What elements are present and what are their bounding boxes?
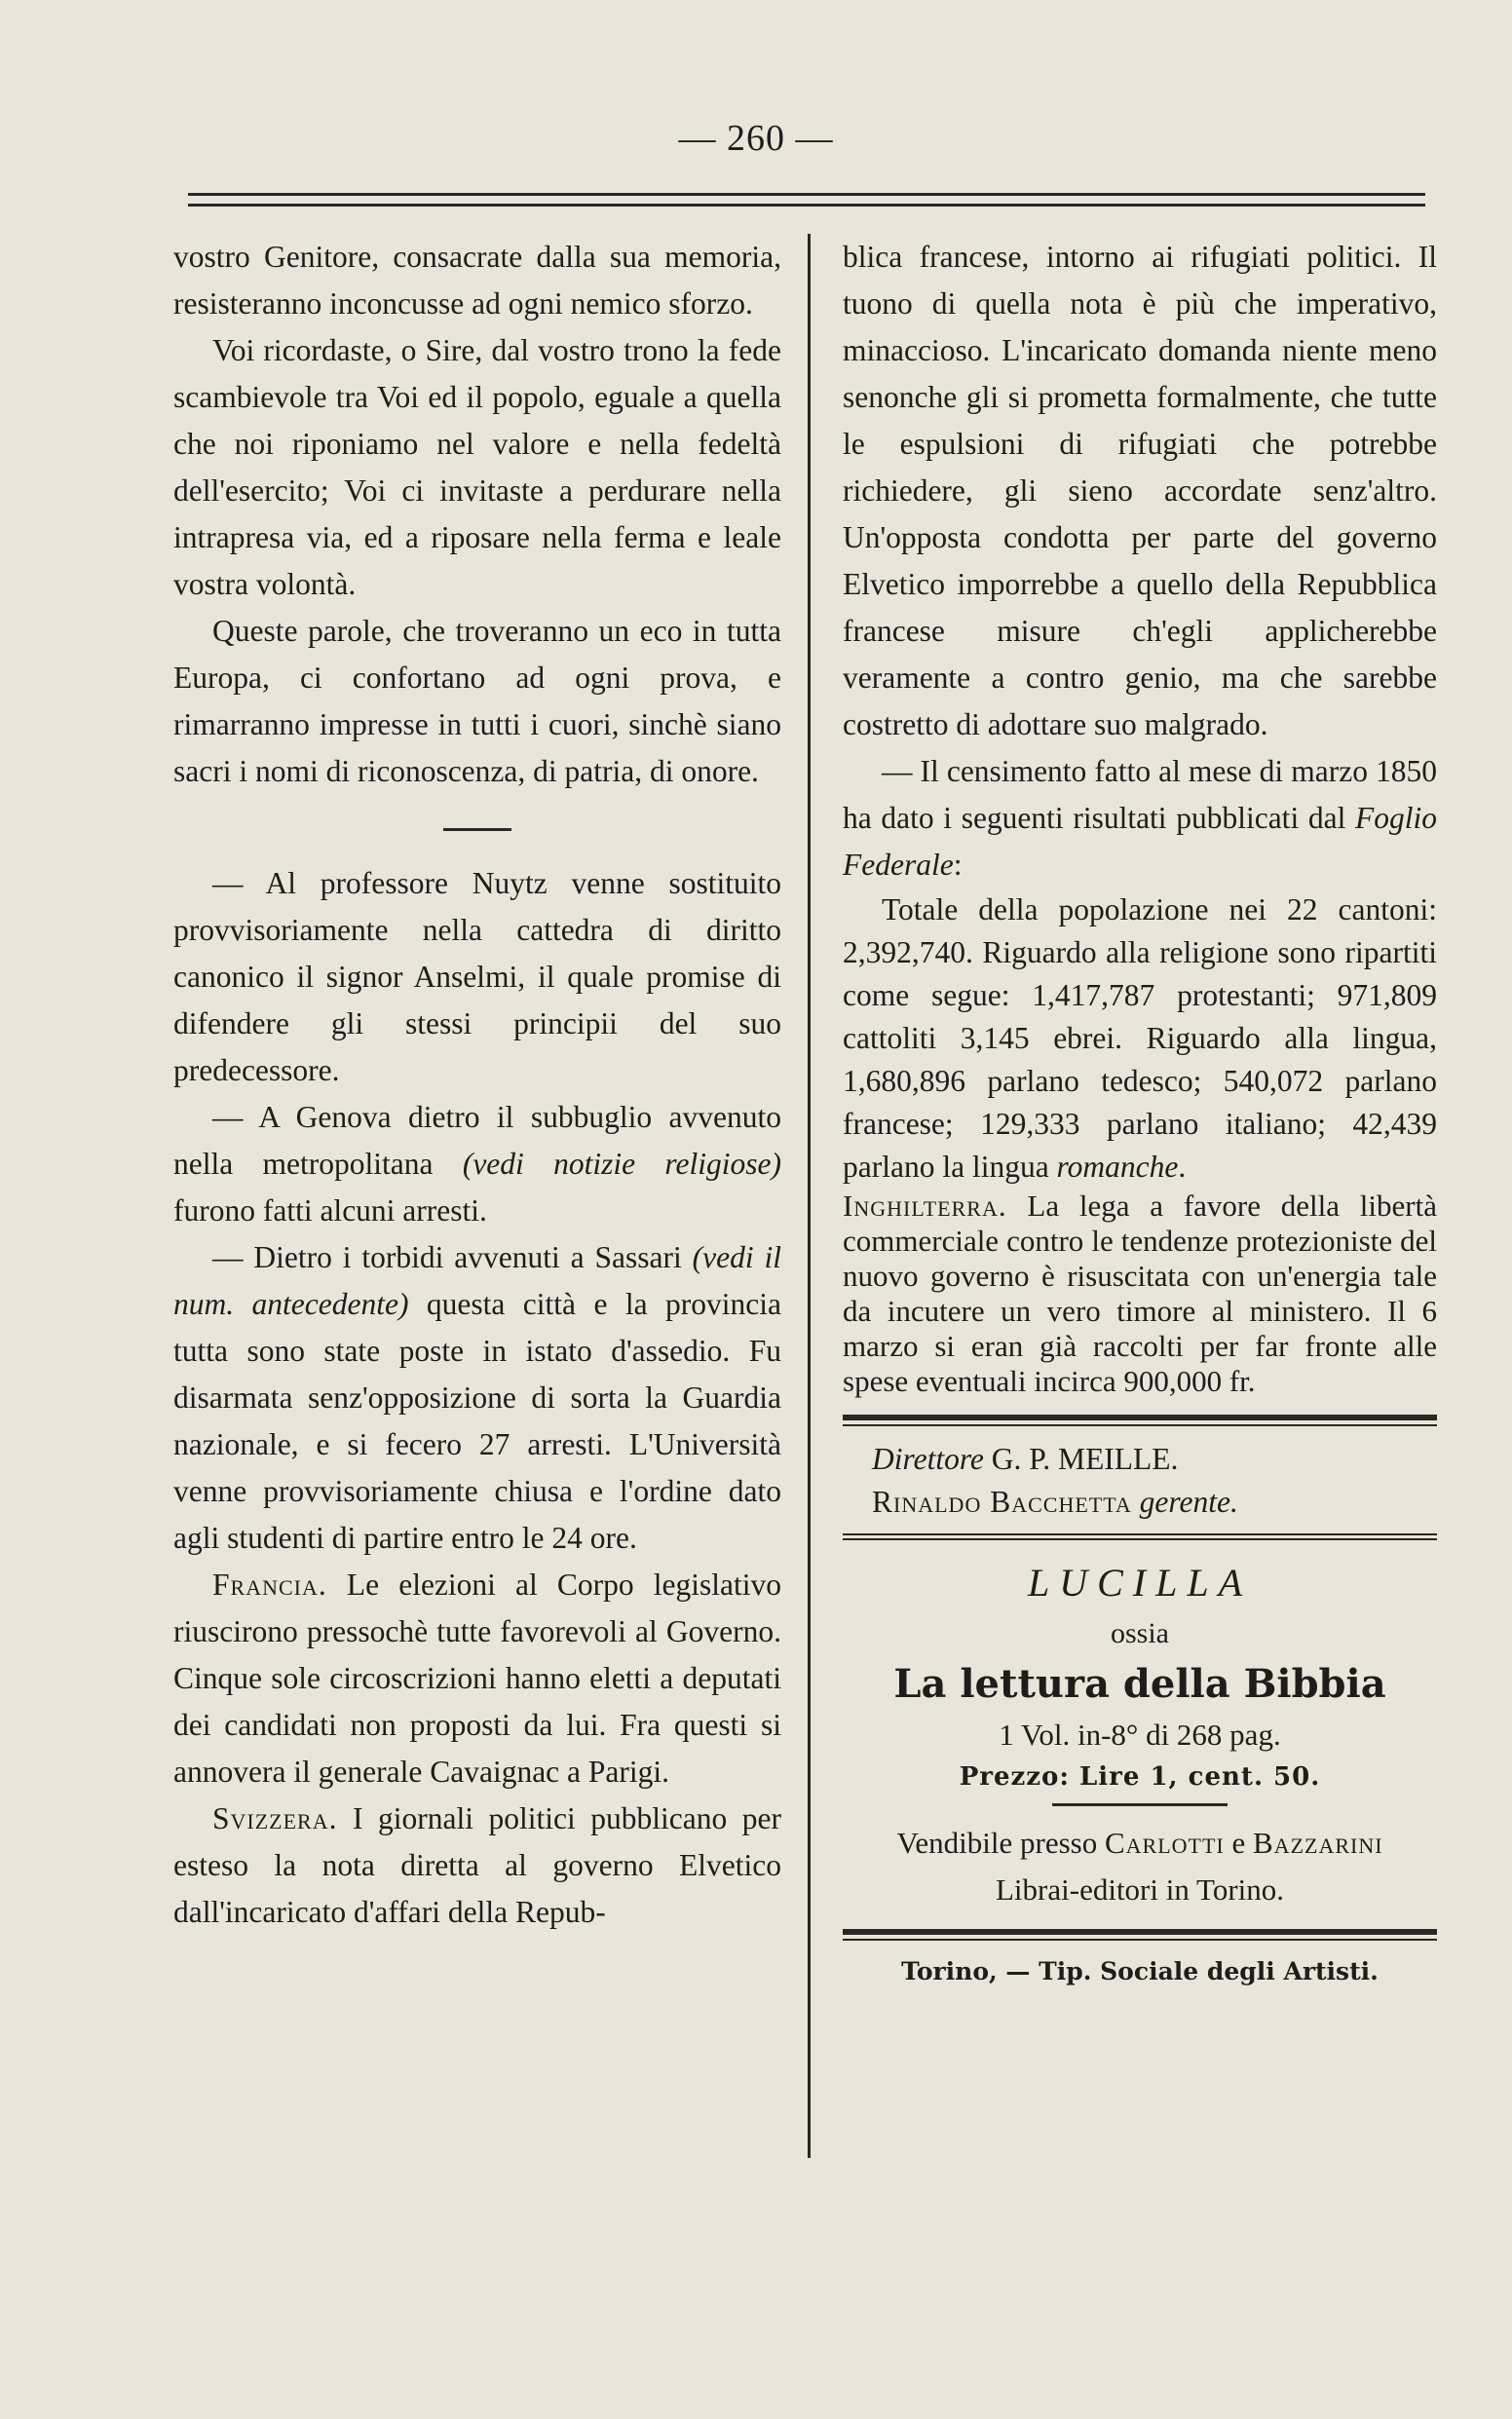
ad-subtitle: ossia [1111, 1617, 1169, 1649]
paragraph-sire: Voi ricordaste, o Sire, dal vostro trono la fede scambievole tra Voi ed il popolo, eguale a quella che noi riponiamo nel valore e nella fedeltà dell'esercito; Voi ci invitaste a perdurare nella intrapresa via, ed a riposare nella ferma e leale vostra volontà. [173, 333, 781, 601]
ad-title: LUCILLA [1027, 1561, 1253, 1605]
section-heading-francia: Francia. [212, 1568, 327, 1602]
paragraph-inghilterra: Inghilterra. La lega a favore della libertà commerciale contro le tendenze protezioniste del nuovo governo è risuscitata con un'energia tale da incutere un vero timore al ministero. Il 6 marzo si eran già raccolti per far fronte alle spese eventuali incirca 900,000 fr. [843, 1189, 1437, 1398]
manager-line: Rinaldo Bacchetta gerente. [872, 1485, 1238, 1519]
ad-separator [1052, 1803, 1228, 1806]
paragraph-nuytz: — Al professore Nuytz venne sostituito provvisoriamente nella cattedra di diritto canonico il signor Anselmi, il quale promise di difendere gli stessi principii del suo predecessore. [173, 866, 781, 1087]
section-heading-svizzera: Svizzera. [212, 1801, 338, 1835]
book-advertisement [843, 1554, 1437, 1913]
left-column [173, 234, 781, 1936]
printer-rule [843, 1929, 1437, 1941]
right-column [843, 234, 1437, 1991]
paragraph-svizzera: Svizzera. I giornali politici pubblicano per esteso la nota diretta al governo Elvetico dall'incaricato d'affari della Repub- [173, 1801, 781, 1929]
ad-book-title: La lettura della Bibbia [893, 1661, 1386, 1707]
editor-credits [843, 1438, 1437, 1524]
director-line: Direttore G. P. MEILLE. [872, 1442, 1179, 1476]
section-heading-inghilterra: Inghilterra. [843, 1189, 1007, 1223]
ad-price: Prezzo: Lire 1, cent. 50. [959, 1762, 1321, 1792]
paragraph-genova: — A Genova dietro il subbuglio avvenuto nella metropolitana (vedi notizie religiose) furono fatti alcuni arresti. [173, 1100, 781, 1228]
paragraph-repubblica: blica francese, intorno ai rifugiati politici. Il tuono di quella nota è più che imperativo, minaccioso. L'incaricato domanda niente meno senonche gli si prometta formalmente, che tutte le espulsioni di rifugiati che potrebbe richiedere, gli sieno accordate senz'altro. Un'opposta condotta per parte del governo Elvetico imporrebbe a quello della Repubblica francese misure ch'egli applicherebbe veramente a contro genio, ma che sarebbe costretto di adottare suo malgrado. [843, 240, 1437, 741]
page-number: — 260 — [678, 118, 834, 159]
ad-sale-line: Vendibile presso Carlotti e Bazzarini [896, 1826, 1383, 1860]
section-separator [443, 828, 511, 831]
paragraph-censimento: — Il censimento fatto al mese di marzo 1850 ha dato i seguenti risultati pubblicati dal Foglio Federale: [843, 754, 1437, 882]
paragraph-popolazione: Totale della popolazione nei 22 cantoni: 2,392,740. Riguardo alla religione sono ripartiti come segue: 1,417,787 protestanti; 971,809 cattoliti 3,145 ebrei. Riguardo alla lingua, 1,680,896 parlano tedesco; 540,072 parlano francese; 129,333 parlano italiano; 42,439 parlano la lingua romanche. [843, 892, 1437, 1184]
column-divider [808, 234, 811, 2158]
paragraph-queste-parole: Queste parole, che troveranno un eco in tutta Europa, ci confortano ad ogni prova, e rimarranno impresse in tutti i cuori, sinchè siano sacri i nomi di riconoscenza, di patria, di onore. [173, 614, 781, 788]
ad-volume-info: 1 Vol. in-8° di 268 pag. [999, 1718, 1281, 1752]
advert-top-rule [843, 1533, 1437, 1540]
printer-imprint: Torino, — Tip. Sociale degli Artisti. [901, 1957, 1379, 1985]
paragraph-continuation: vostro Genitore, consacrate dalla sua memoria, resisteranno inconcusse ad ogni nemico sforzo. [173, 240, 781, 321]
ad-publisher-line: Librai-editori in Torino. [996, 1872, 1284, 1907]
header-double-rule [188, 193, 1425, 207]
footer-double-rule [843, 1415, 1437, 1426]
paragraph-sassari: — Dietro i torbidi avvenuti a Sassari (vedi il num. antecedente) questa città e la provincia tutta sono state poste in istato d'assedio. Fu disarmata senz'opposizione di sorta la Guardia nazionale, e si fecero 27 arresti. L'Università venne provvisoriamente chiusa e l'ordine dato agli studenti di partire entro le 24 ore. [173, 1240, 781, 1555]
paragraph-francia: Francia. Le elezioni al Corpo legislativo riuscirono pressochè tutte favorevoli al Governo. Cinque sole circoscrizioni hanno eletti a deputati dei candidati non proposti da lui. Fra questi si annovera il generale Cavaignac a Parigi. [173, 1568, 781, 1789]
